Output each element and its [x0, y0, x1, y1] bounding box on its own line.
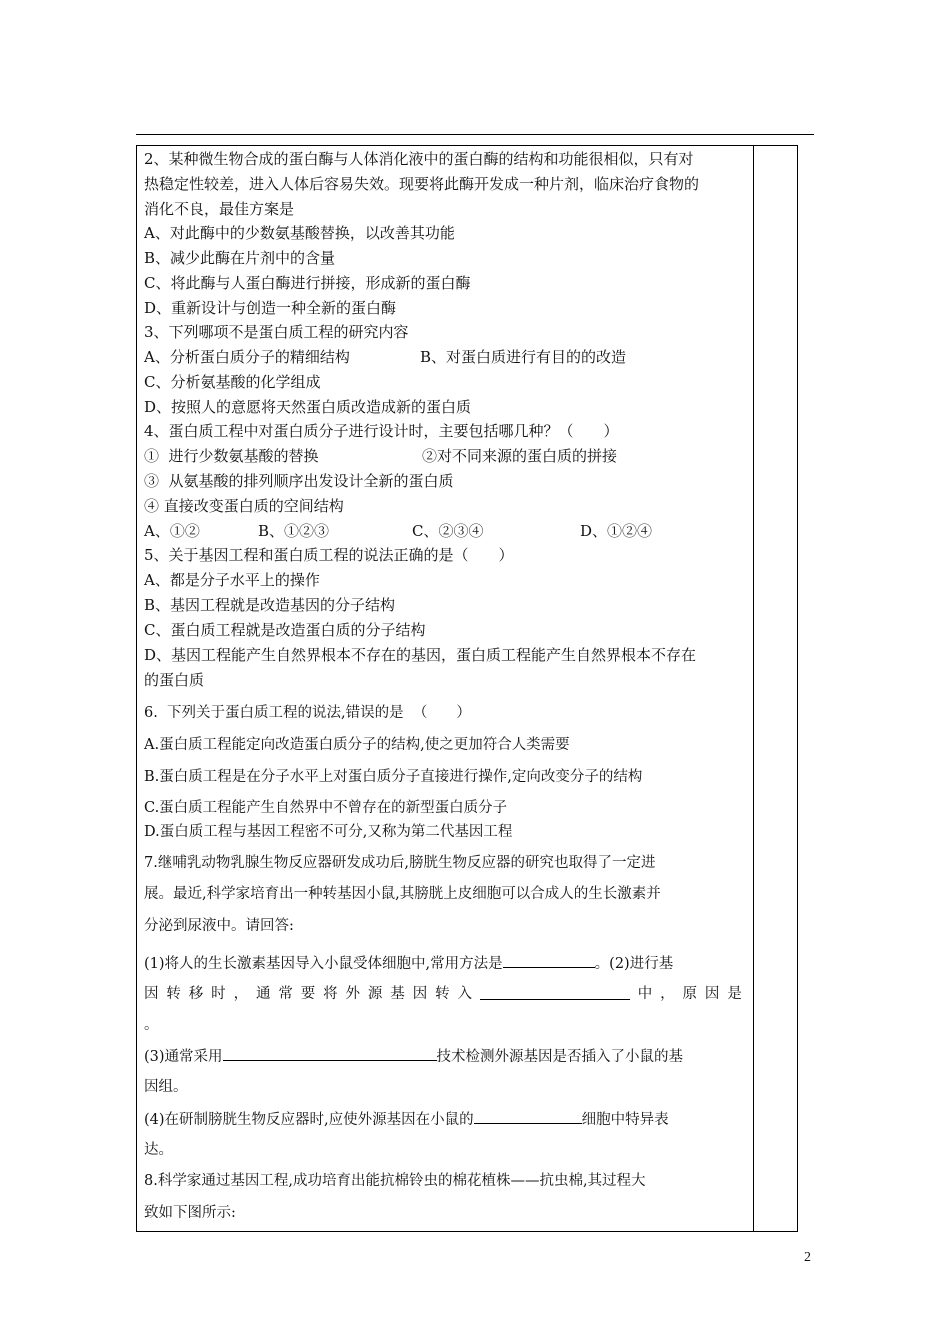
- q5-option-d-line2: 的蛋白质: [144, 671, 205, 689]
- q7-part1-text: (1)将人的生长激素基因导入小鼠受体细胞中,常用方法是: [144, 956, 503, 972]
- q7-part2-char: ，: [233, 986, 249, 1002]
- q3-option-a: A、分析蛋白质分子的精细结构: [144, 348, 350, 366]
- q7-part2-char: 因: [412, 986, 428, 1002]
- q3-option-b: B、对蛋白质进行有目的的改造: [420, 348, 627, 366]
- q5-stem: 5、关于基因工程和蛋白质工程的说法正确的是（ ）: [144, 546, 514, 564]
- q7-part2-char: 外: [345, 986, 361, 1002]
- q7-part2-end: 。: [144, 1017, 159, 1033]
- q6-option-c: C.蛋白质工程能产生自然界中不曾存在的新型蛋白质分子: [144, 800, 508, 816]
- q2-option-b: B、减少此酶在片剂中的含量: [144, 249, 336, 267]
- q7-part2-tail-char: 是: [727, 986, 742, 1002]
- q7-part2-char: 转: [435, 986, 450, 1002]
- q7-part2-start: 。(2)进行基: [594, 956, 674, 972]
- q7-part3-answer-blank[interactable]: [223, 1045, 437, 1061]
- q5-option-c: C、蛋白质工程就是改造蛋白质的分子结构: [144, 621, 426, 639]
- q7-stem-line1: 7.继哺乳动物乳腺生物反应器研发成功后,膀胱生物反应器的研究也取得了一定进: [144, 855, 656, 871]
- q7-part2-char: 通: [255, 986, 271, 1002]
- q7-part1-line: [144, 952, 673, 972]
- q7-part2-char: 源: [367, 986, 383, 1002]
- header-rule: [136, 134, 814, 135]
- q7-part2-answer-blank[interactable]: [480, 984, 630, 1000]
- q4-item-2: ②对不同来源的蛋白质的拼接: [422, 447, 618, 465]
- q4-item-3: ③ 从氨基酸的排列顺序出发设计全新的蛋白质: [144, 472, 454, 490]
- q7-part2-tail-char: 中: [637, 986, 653, 1002]
- q2-option-a: A、对此酶中的少数氨基酸替换，以改善其功能: [144, 224, 455, 242]
- q7-part4-answer-blank[interactable]: [474, 1108, 582, 1124]
- q4-option-c: C、②③④: [412, 522, 484, 540]
- q4-item-1: ① 进行少数氨基酸的替换: [144, 447, 319, 465]
- q2-stem-line2: 热稳定性较差，进入人体后容易失效。现要将此酶开发成一种片剂，临床治疗食物的: [144, 175, 700, 193]
- q3-option-c: C、分析氨基酸的化学组成: [144, 373, 321, 391]
- q7-part2-char: 移: [188, 986, 204, 1002]
- q3-option-d: D、按照人的意愿将天然蛋白质改造成新的蛋白质: [144, 398, 472, 416]
- q6-option-d: D.蛋白质工程与基因工程密不可分,又称为第二代基因工程: [144, 824, 513, 840]
- q5-option-d-line1: D、基因工程能产生自然界根本不存在的基因，蛋白质工程能产生自然界根本不存在: [144, 646, 697, 664]
- q7-part2-tail-char: ，: [660, 986, 675, 1002]
- q8-stem-line1: 8.科学家通过基因工程,成功培育出能抗棉铃虫的棉花植株——抗虫棉,其过程大: [144, 1173, 646, 1189]
- q6-stem: 6. 下列关于蛋白质工程的说法,错误的是 （ ）: [144, 705, 471, 721]
- q7-part3-text-cont: 技术检测外源基因是否插入了小鼠的基: [436, 1049, 684, 1065]
- q7-part2-char: 基: [390, 986, 405, 1002]
- q4-stem: 4、蛋白质工程中对蛋白质分子进行设计时，主要包括哪几种？（ ）: [144, 422, 619, 440]
- q7-part2-char: 将: [323, 986, 338, 1002]
- q4-option-b: B、①②③: [258, 522, 330, 540]
- q7-part3-text: (3)通常采用: [144, 1049, 223, 1065]
- q2-option-c: C、将此酶与人蛋白酶进行拼接，形成新的蛋白酶: [144, 274, 471, 292]
- q7-part2-char: 常: [278, 986, 293, 1002]
- q6-option-b: B.蛋白质工程是在分子水平上对蛋白质分子直接进行操作,定向改变分子的结构: [144, 769, 643, 785]
- q7-part3-line2: 因组。: [144, 1079, 188, 1095]
- q7-part4-line: [144, 1108, 669, 1128]
- q7-part4-line2: 达。: [144, 1142, 173, 1158]
- q7-part2-line: [144, 984, 742, 1004]
- q7-part4-text-cont: 细胞中特异表: [581, 1112, 669, 1128]
- q8-stem-line2: 致如下图所示:: [144, 1205, 236, 1221]
- q2-stem-line3: 消化不良，最佳方案是: [144, 200, 295, 218]
- q7-part4-text: (4)在研制膀胱生物反应器时,应使外源基因在小鼠的: [144, 1112, 474, 1128]
- q7-stem-line2: 展。最近,科学家培育出一种转基因小鼠,其膀胱上皮细胞可以合成人的生长激素并: [144, 886, 661, 902]
- q7-part2-tail-char: 原: [682, 986, 698, 1002]
- q7-part2-char: 时: [211, 986, 226, 1002]
- q7-part2-char: 入: [457, 986, 472, 1002]
- q3-stem: 3、下列哪项不是蛋白质工程的研究内容: [144, 323, 409, 341]
- table-column-divider: [753, 145, 754, 1232]
- q7-part1-answer-blank[interactable]: [503, 952, 595, 968]
- q2-stem-line1: 2、某种微生物合成的蛋白酶与人体消化液中的蛋白酶的结构和功能很相似，只有对: [144, 150, 694, 168]
- page-number: 2: [804, 1250, 811, 1265]
- q7-part2-char: 因: [144, 986, 159, 1002]
- q7-part2-char: 要: [300, 986, 316, 1002]
- q5-option-a: A、都是分子水平上的操作: [144, 571, 320, 589]
- q2-option-d: D、重新设计与创造一种全新的蛋白酶: [144, 299, 397, 317]
- q7-part2-tail-char: 因: [704, 986, 720, 1002]
- q6-option-a: A.蛋白质工程能定向改造蛋白质分子的结构,使之更加符合人类需要: [144, 737, 570, 753]
- q4-item-4: ④ 直接改变蛋白质的空间结构: [144, 497, 344, 515]
- q4-option-d: D、①②④: [580, 522, 653, 540]
- q5-option-b: B、基因工程就是改造基因的分子结构: [144, 596, 396, 614]
- q7-stem-line3: 分泌到尿液中。请回答:: [144, 918, 294, 934]
- q7-part2-char: 转: [166, 986, 181, 1002]
- q7-part3-line: [144, 1045, 683, 1065]
- q4-option-a: A、①②: [144, 522, 200, 540]
